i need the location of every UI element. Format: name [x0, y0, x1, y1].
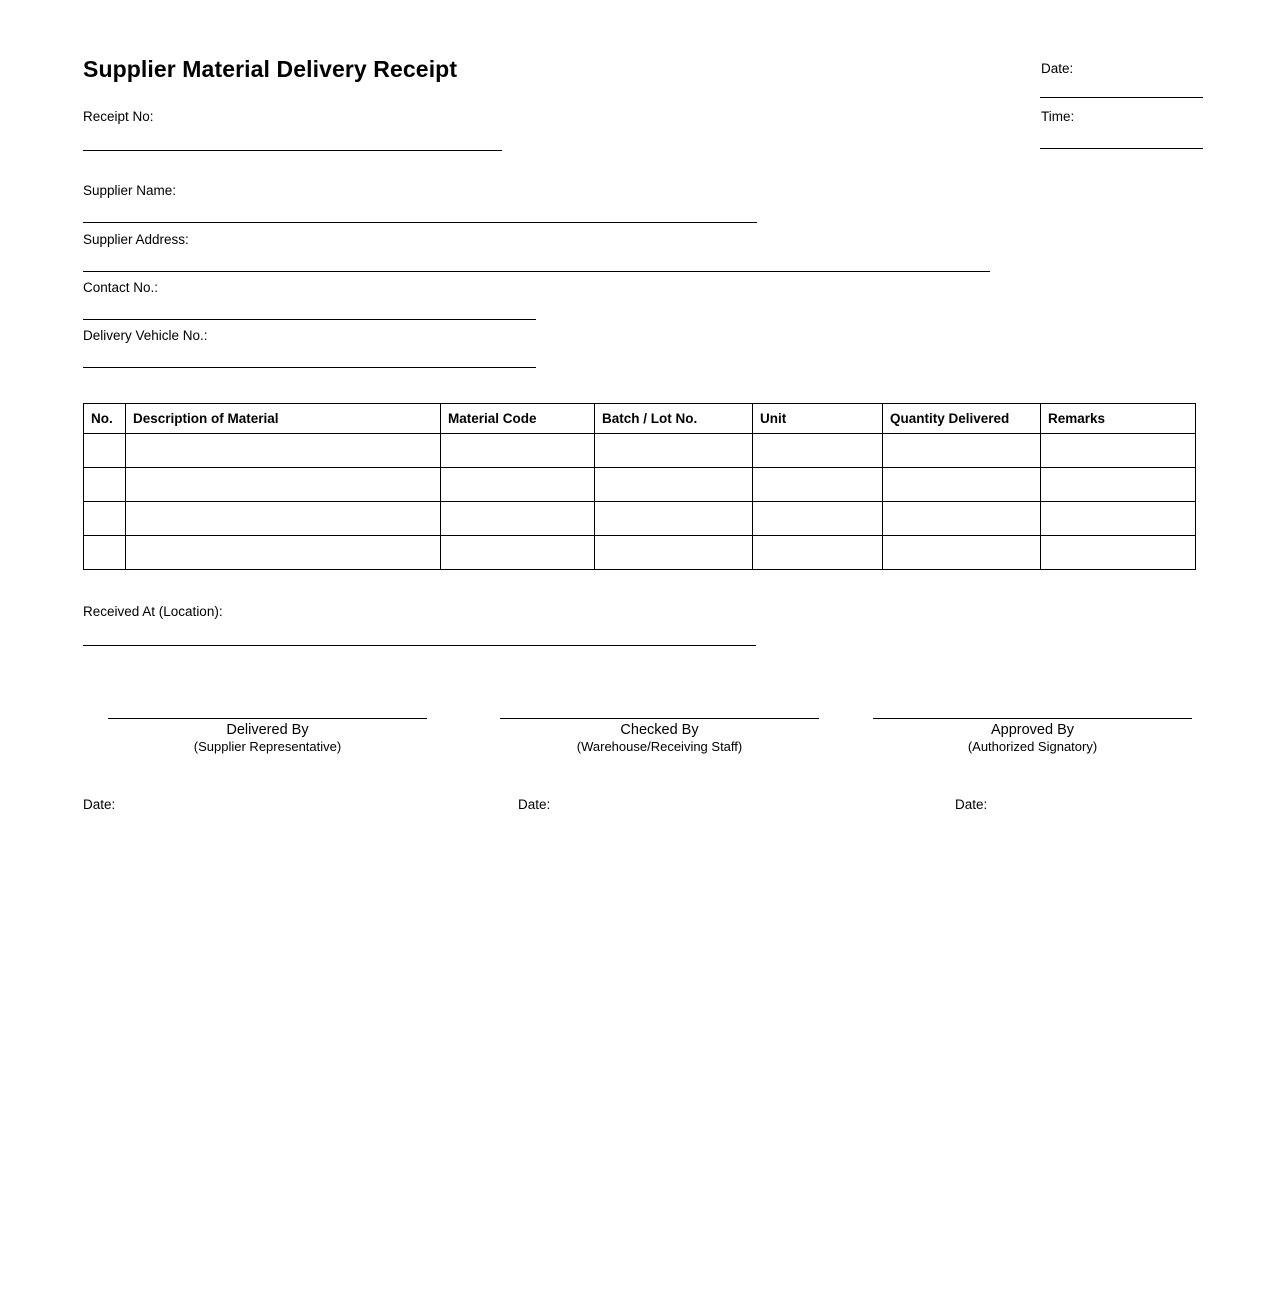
cell-quantity[interactable]	[883, 468, 1041, 502]
cell-batch-lot[interactable]	[595, 502, 753, 536]
cell-no[interactable]	[84, 434, 126, 468]
signature-subtitle-approved-by: (Authorized Signatory)	[967, 739, 1098, 754]
column-header-batch-lot: Batch / Lot No.	[595, 404, 753, 434]
signature-title-approved-by: Approved By	[990, 722, 1075, 738]
column-header-material-code: Material Code	[441, 404, 595, 434]
supplier-name-label: Supplier Name:	[83, 183, 177, 198]
table-row	[84, 502, 1196, 536]
received-at-location-label: Received At (Location):	[83, 604, 223, 619]
cell-no[interactable]	[84, 502, 126, 536]
cell-no[interactable]	[84, 468, 126, 502]
signature-title-checked-by: Checked By	[620, 722, 699, 738]
signature-title-delivered-by: Delivered By	[226, 722, 309, 738]
signature-subtitle-checked-by: (Warehouse/Receiving Staff)	[576, 739, 743, 754]
column-header-no: No.	[84, 404, 126, 434]
page-title: Supplier Material Delivery Receipt	[83, 56, 458, 82]
header-date-input-rule[interactable]	[1040, 97, 1203, 98]
delivery-vehicle-no-label: Delivery Vehicle No.:	[83, 328, 208, 343]
cell-batch-lot[interactable]	[595, 468, 753, 502]
signature-line-approved-by[interactable]	[873, 718, 1192, 719]
signature-line-checked-by[interactable]	[500, 718, 819, 719]
header-time-input-rule[interactable]	[1040, 148, 1203, 149]
cell-remarks[interactable]	[1041, 468, 1196, 502]
cell-unit[interactable]	[753, 502, 883, 536]
table-row	[84, 536, 1196, 570]
cell-description[interactable]	[126, 536, 441, 570]
cell-material-code[interactable]	[441, 468, 595, 502]
receipt-no-input-rule[interactable]	[83, 150, 502, 151]
header-date-label: Date:	[1041, 61, 1074, 76]
cell-no[interactable]	[84, 536, 126, 570]
table-row	[84, 468, 1196, 502]
signature-block-approved-by	[873, 718, 1192, 755]
supplier-address-label: Supplier Address:	[83, 232, 189, 247]
signature-block-checked-by	[500, 718, 819, 755]
cell-material-code[interactable]	[441, 502, 595, 536]
table-row	[84, 434, 1196, 468]
contact-no-label: Contact No.:	[83, 280, 159, 295]
signature-subtitle-delivered-by: (Supplier Representative)	[193, 739, 342, 754]
cell-description[interactable]	[126, 502, 441, 536]
receipt-no-label: Receipt No:	[83, 109, 154, 124]
column-header-description: Description of Material	[126, 404, 441, 434]
supplier-address-input-rule[interactable]	[83, 271, 990, 272]
signature-block-delivered-by	[108, 718, 427, 755]
delivery-vehicle-no-input-rule[interactable]	[83, 367, 536, 368]
cell-remarks[interactable]	[1041, 434, 1196, 468]
signature-date-label-delivered-by: Date:	[83, 797, 116, 812]
cell-description[interactable]	[126, 434, 441, 468]
received-at-location-input-rule[interactable]	[83, 645, 756, 646]
header-time-label: Time:	[1041, 109, 1075, 124]
column-header-remarks: Remarks	[1041, 404, 1196, 434]
cell-description[interactable]	[126, 468, 441, 502]
contact-no-input-rule[interactable]	[83, 319, 536, 320]
materials-table	[83, 403, 1196, 570]
signature-date-label-approved-by: Date:	[955, 797, 988, 812]
cell-batch-lot[interactable]	[595, 536, 753, 570]
cell-material-code[interactable]	[441, 434, 595, 468]
cell-quantity[interactable]	[883, 502, 1041, 536]
table-header-row	[84, 404, 1196, 434]
column-header-unit: Unit	[753, 404, 883, 434]
cell-quantity[interactable]	[883, 434, 1041, 468]
cell-unit[interactable]	[753, 468, 883, 502]
cell-unit[interactable]	[753, 434, 883, 468]
cell-remarks[interactable]	[1041, 536, 1196, 570]
cell-quantity[interactable]	[883, 536, 1041, 570]
cell-unit[interactable]	[753, 536, 883, 570]
cell-remarks[interactable]	[1041, 502, 1196, 536]
signature-line-delivered-by[interactable]	[108, 718, 427, 719]
cell-material-code[interactable]	[441, 536, 595, 570]
supplier-name-input-rule[interactable]	[83, 222, 757, 223]
column-header-quantity-delivered: Quantity Delivered	[883, 404, 1041, 434]
signature-date-label-checked-by: Date:	[518, 797, 551, 812]
cell-batch-lot[interactable]	[595, 434, 753, 468]
